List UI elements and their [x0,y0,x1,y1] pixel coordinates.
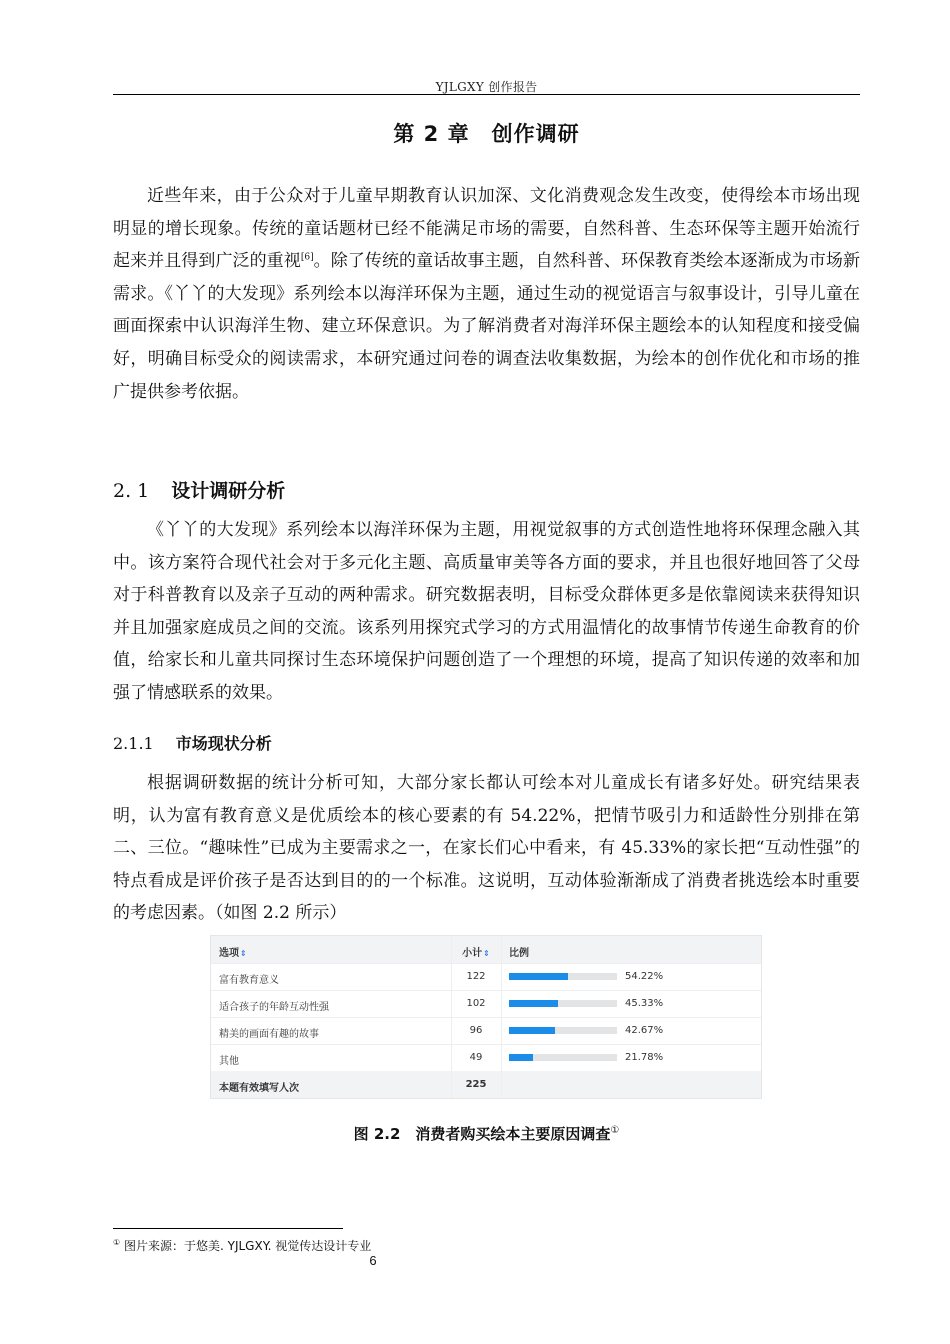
option-label: 富有教育意义 [219,975,279,986]
ratio-header: 比例 [509,948,529,959]
chapter-title: 第 2 章 创作调研 [393,122,580,146]
ratio-bar-fill [509,1000,558,1007]
ratio-bar-track [509,973,617,980]
column-divider [501,936,502,1098]
ratio-bar-track [509,1054,617,1061]
citation-ref[interactable]: [6] [300,252,314,263]
footnote [113,1237,371,1254]
ratio-bar-fill [509,973,568,980]
option-count: 49 [469,1052,483,1063]
intro-text: 近些年来，由于公众对于儿童早期教育认识加深、文化消费观念发生改变，使得绘本市场出现明显的增长现象。传统的童话题材已经不能满足市场的需要，自然科普、生态环保等主题开始流行起来并且得到广泛的重视 [113,186,860,272]
count-header[interactable]: 小计⇕ [462,948,490,959]
option-count: 102 [466,998,486,1009]
option-percentage: 54.22% [625,971,664,982]
option-label: 其他 [219,1056,239,1067]
subsection-paragraph: 根据调研数据的统计分析可知，大部分家长都认可绘本对儿童成长有诸多好处。研究结果表明，认为富有教育意义是优质绘本的核心要素的有 54.22%，把情节吸引力和适龄性分别排在第二、三位。“趣味性”已成为主要需求之一，在家长们心中看来，有 45.33%的家长把“互动性强”的特点看成是评价孩子是否达到目的的一个标准。这说明，互动体验渐渐成了消费者挑选绘本时重要的考虑因素。（如图 2.2 所示） [113,773,860,924]
section-heading [113,476,285,503]
figure-caption: 图 2.2 消费者购买绘本主要原因调查① [353,1125,620,1143]
ratio-bar-fill [509,1027,555,1034]
sort-icon[interactable]: ⇕ [240,949,247,958]
survey-row [211,963,761,991]
subsection-title: 市场现状分析 [175,734,272,753]
ratio-bar-fill [509,1054,533,1061]
column-divider [451,936,452,1098]
option-header[interactable]: 选项⇕ [219,948,247,959]
total-label: 本题有效填写人次 [219,1083,299,1094]
section-paragraph: 《丫丫的大发现》系列绘本以海洋环保为主题，用视觉叙事的方式创造性地将环保理念融入其中。该方案符合现代社会对于多元化主题、高质量审美等各方面的要求，并且也很好地回答了父母对于科普教育以及亲子互动的两种需求。研究数据表明，目标受众群体更多是依靠阅读来获得知识并且加强家庭成员之间的交流。该系列用探究式学习的方式用温情化的故事情节传递生命教育的价值，给家长和儿童共同探讨生态环境保护问题创造了一个理想的环境，提高了知识传递的效率和加强了情感联系的效果。 [113,520,860,703]
option-percentage: 45.33% [625,998,664,1009]
footnote-text: 图片来源：于悠美. YJLGXY. 视觉传达设计专业 [120,1239,372,1253]
option-percentage: 42.67% [625,1025,664,1036]
page-number: 6 [369,1253,377,1268]
section-title: 设计调研分析 [171,480,286,502]
sort-icon[interactable]: ⇕ [483,949,490,958]
total-count: 225 [465,1079,487,1090]
survey-row [211,990,761,1018]
option-label: 精美的画面有趣的故事 [219,1029,319,1040]
survey-total-row [211,1071,761,1098]
option-label: 适合孩子的年龄互动性强 [219,1002,329,1013]
subsection-heading [113,731,272,754]
option-count: 96 [469,1025,483,1036]
ratio-bar-track [509,1027,617,1034]
section-number: 2. 1 [113,480,150,502]
subsection-number: 2.1.1 [113,734,154,753]
running-header: YJLGXY 创作报告 [435,80,538,94]
intro-text-continued: 。除了传统的童话故事主题，自然科普、环保教育类绘本逐渐成为市场新需求。《丫丫的大发现》系列绘本以海洋环保为主题，通过生动的视觉语言与叙事设计，引导儿童在画面探索中认识海洋生物、建立环保意识。为了解消费者对海洋环保主题绘本的认知程度和接受偏好，明确目标受众的阅读需求，本研究通过问卷的调查法收集数据，为绘本的创作优化和市场的推广提供参考依据。 [113,251,861,402]
option-count: 122 [466,971,486,982]
option-percentage: 21.78% [625,1052,664,1063]
intro-paragraph [113,180,860,408]
header-rule [113,94,860,95]
ratio-bar-track [509,1000,617,1007]
survey-row [211,1044,761,1072]
footnote-rule [113,1228,343,1229]
survey-row [211,1017,761,1045]
footnote-mark: ① [113,1238,121,1247]
survey-result-table [210,935,762,1099]
caption-note-mark[interactable]: ① [610,1125,620,1136]
survey-header-row [211,936,761,964]
